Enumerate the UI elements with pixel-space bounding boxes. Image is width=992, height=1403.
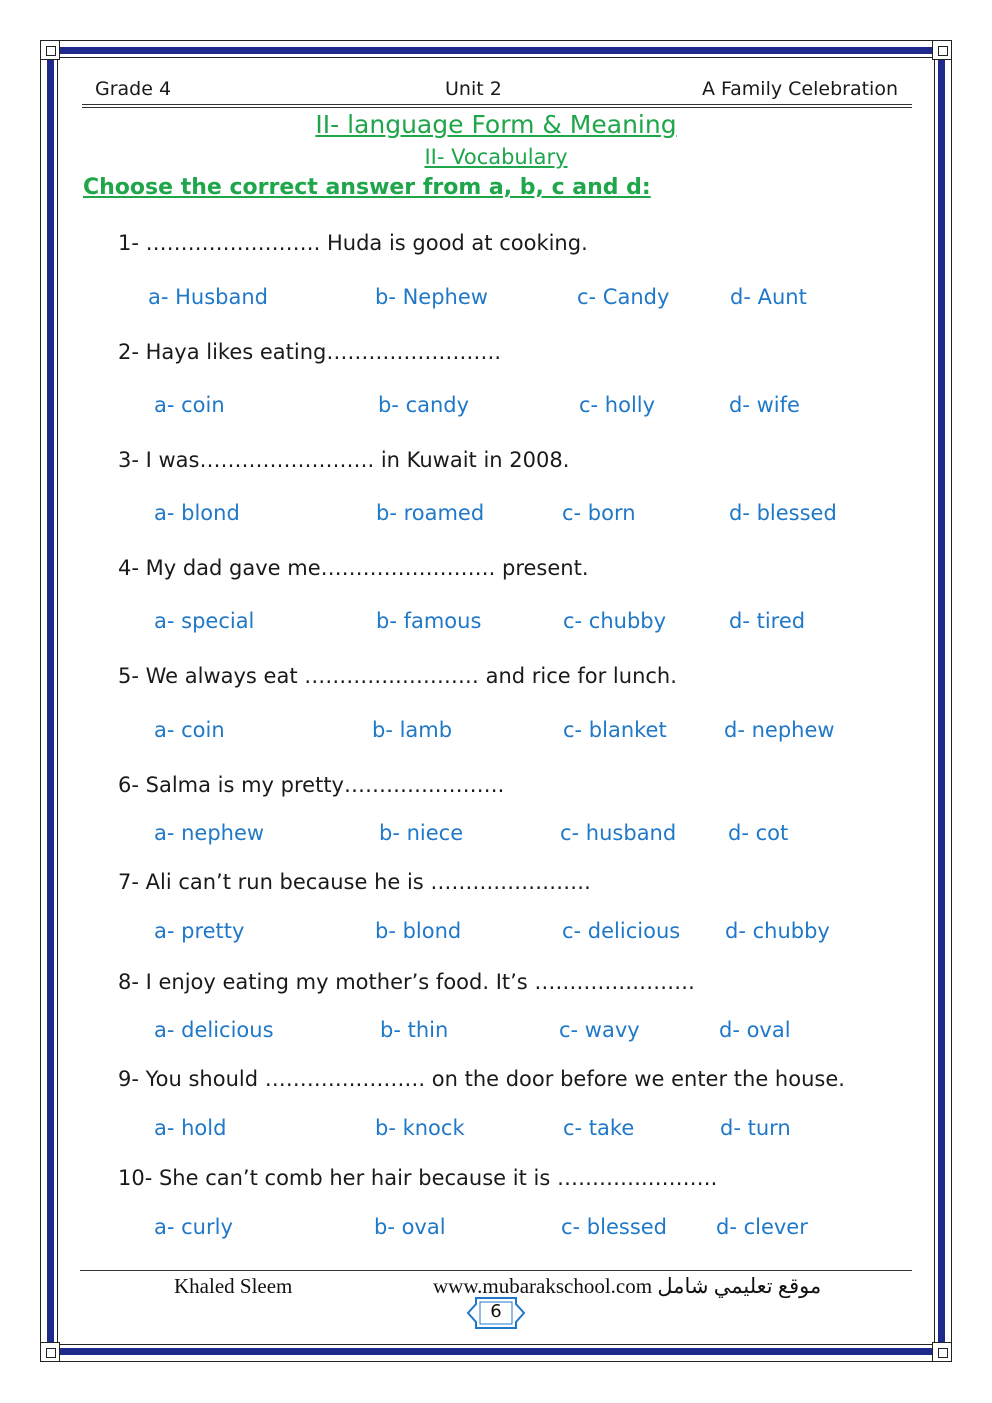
option-5a[interactable]: a- coin (154, 718, 225, 742)
corner-ornament-bottom-right (932, 1342, 952, 1362)
section-subtitle: II- Vocabulary (424, 145, 568, 169)
header-unit: Unit 2 (445, 78, 502, 100)
option-3d[interactable]: d- blessed (729, 501, 837, 525)
option-8a[interactable]: a- delicious (154, 1018, 274, 1042)
option-7c[interactable]: c- delicious (562, 919, 681, 943)
option-4b[interactable]: b- famous (376, 609, 482, 633)
option-1c[interactable]: c- Candy (577, 285, 670, 309)
corner-ornament-top-left (40, 40, 60, 60)
header-rule (82, 104, 912, 105)
option-4d[interactable]: d- tired (729, 609, 806, 633)
option-8d[interactable]: d- oval (719, 1018, 791, 1042)
option-7d[interactable]: d- chubby (725, 919, 830, 943)
page-number: 6 (490, 1301, 502, 1322)
question-2: 2- Haya likes eating……………………. (118, 340, 502, 364)
option-2c[interactable]: c- holly (579, 393, 656, 417)
option-5c[interactable]: c- blanket (563, 718, 667, 742)
option-8b[interactable]: b- thin (380, 1018, 449, 1042)
option-9c[interactable]: c- take (563, 1116, 635, 1140)
section-title: II- language Form & Meaning (315, 110, 677, 139)
option-4a[interactable]: a- special (154, 609, 255, 633)
option-2b[interactable]: b- candy (378, 393, 470, 417)
instruction-text: Choose the correct answer from a, b, c and d: (83, 175, 651, 200)
question-9: 9- You should ………….………. on the door before we enter the house. (118, 1067, 845, 1091)
option-10b[interactable]: b- oval (374, 1215, 446, 1239)
option-6a[interactable]: a- nephew (154, 821, 265, 845)
page-header (82, 76, 912, 104)
option-8c[interactable]: c- wavy (559, 1018, 640, 1042)
option-2a[interactable]: a- coin (154, 393, 225, 417)
option-10c[interactable]: c- blessed (561, 1215, 668, 1239)
option-6d[interactable]: d- cot (728, 821, 789, 845)
footer-author: Khaled Sleem (174, 1274, 293, 1298)
option-9b[interactable]: b- knock (375, 1116, 465, 1140)
question-4: 4- My dad gave me……………………. present. (118, 556, 589, 580)
option-7b[interactable]: b- blond (375, 919, 462, 943)
question-5: 5- We always eat ………….………… and rice for lunch. (118, 664, 677, 688)
option-3c[interactable]: c- born (562, 501, 636, 525)
question-10: 10- She can’t comb her hair because it is ………….………. (118, 1166, 718, 1190)
option-10d[interactable]: d- clever (716, 1215, 808, 1239)
option-2d[interactable]: d- wife (729, 393, 800, 417)
corner-ornament-top-right (932, 40, 952, 60)
option-1a[interactable]: a- Husband (148, 285, 269, 309)
option-3b[interactable]: b- roamed (376, 501, 485, 525)
option-1b[interactable]: b- Nephew (375, 285, 488, 309)
option-7a[interactable]: a- pretty (154, 919, 245, 943)
option-9a[interactable]: a- hold (154, 1116, 227, 1140)
option-10a[interactable]: a- curly (154, 1215, 233, 1239)
option-9d[interactable]: d- turn (720, 1116, 791, 1140)
footer-website: www.mubarakschool.com موقع تعليمي شامل (433, 1274, 822, 1298)
question-8: 8- I enjoy eating my mother’s food. It’s ………….………. (118, 970, 695, 994)
option-4c[interactable]: c- chubby (563, 609, 667, 633)
question-1: 1- ……………………. Huda is good at cooking. (118, 231, 588, 255)
option-6b[interactable]: b- niece (379, 821, 464, 845)
corner-ornament-bottom-left (40, 1342, 60, 1362)
question-6: 6- Salma is my pretty………….………. (118, 773, 505, 797)
option-5d[interactable]: d- nephew (724, 718, 835, 742)
header-topic: A Family Celebration (701, 78, 898, 100)
option-1d[interactable]: d- Aunt (730, 285, 807, 309)
question-3: 3- I was……………………. in Kuwait in 2008. (118, 448, 570, 472)
question-7: 7- Ali can’t run because he is ……….…………. (118, 870, 591, 894)
option-5b[interactable]: b- lamb (372, 718, 453, 742)
header-rule-double (82, 107, 912, 108)
option-3a[interactable]: a- blond (154, 501, 240, 525)
header-grade: Grade 4 (95, 78, 172, 100)
footer-rule (80, 1270, 912, 1271)
option-6c[interactable]: c- husband (560, 821, 677, 845)
